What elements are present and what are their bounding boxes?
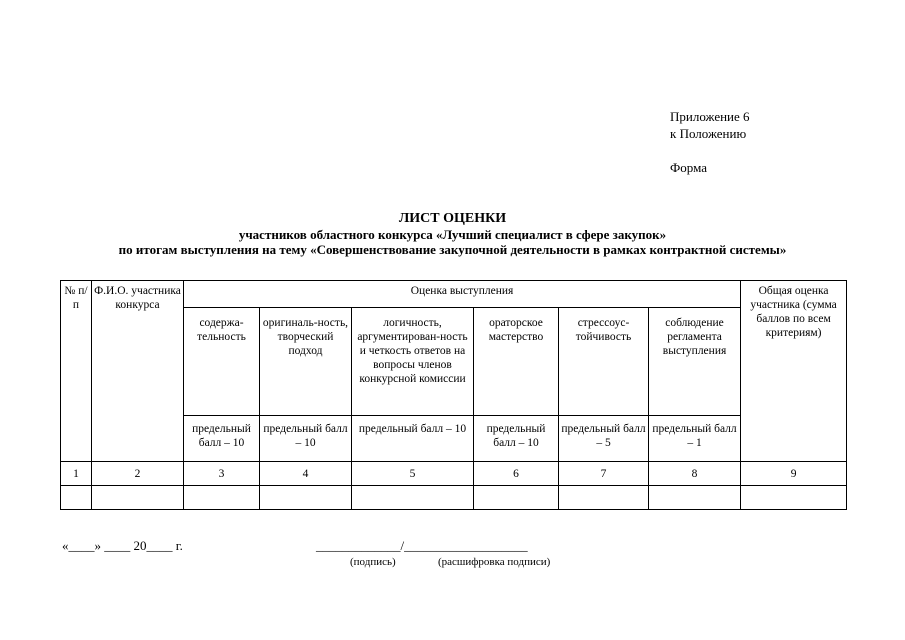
column-number: 9 [741, 462, 847, 486]
empty-cell [61, 486, 92, 510]
signature-decode-caption: (расшифровка подписи) [438, 556, 551, 568]
header-full-name: Ф.И.О. участника конкурса [92, 281, 184, 462]
criterion-logic: логичность, аргументирован-ность и четкость ответов на вопросы членов конкурсной комиссии [352, 308, 474, 416]
empty-cell [741, 486, 847, 510]
column-number: 4 [260, 462, 352, 486]
criterion-oratory: ораторское мастерство [474, 308, 559, 416]
empty-cell [260, 486, 352, 510]
limit-content: предельный балл – 10 [184, 416, 260, 462]
limit-time-limit: предельный балл – 1 [649, 416, 741, 462]
form-label: Форма [670, 160, 707, 175]
criterion-stress-resistance: стрессоус-тойчивость [559, 308, 649, 416]
appendix-line-1: Приложение 6 [670, 109, 750, 124]
header-evaluation-group: Оценка выступления [184, 281, 741, 308]
title-line-1: ЛИСТ ОЦЕНКИ [398, 211, 507, 226]
column-number: 2 [92, 462, 184, 486]
criterion-originality: оригиналь-ность, творческий подход [260, 308, 352, 416]
criterion-time-limit: соблюдение регламента выступления [649, 308, 741, 416]
date-line: «____» ____ 20____ г. [62, 538, 183, 553]
evaluation-table [60, 280, 847, 510]
limit-oratory: предельный балл – 10 [474, 416, 559, 462]
column-number: 3 [184, 462, 260, 486]
header-total-score: Общая оценка участника (сумма баллов по всем критериям) [741, 281, 847, 462]
title-line-3: по итогам выступления на тему «Совершенствование закупочной деятельности в рамках контрактной системы» [118, 242, 787, 257]
title-line-2: участников областного конкурса «Лучший специалист в сфере закупок» [238, 227, 667, 242]
signature-caption: (подпись) [350, 556, 396, 568]
empty-cell [559, 486, 649, 510]
column-number: 7 [559, 462, 649, 486]
signature-line: _____________/___________________ [316, 538, 528, 553]
column-number: 1 [61, 462, 92, 486]
document-title [0, 211, 905, 257]
empty-cell [92, 486, 184, 510]
column-number: 5 [352, 462, 474, 486]
empty-cell [474, 486, 559, 510]
criterion-content: содержа-тельность [184, 308, 260, 416]
empty-cell [649, 486, 741, 510]
limit-originality: предельный балл – 10 [260, 416, 352, 462]
appendix-note [670, 108, 750, 176]
limit-stress-resistance: предельный балл – 5 [559, 416, 649, 462]
column-number: 6 [474, 462, 559, 486]
column-number-row [61, 462, 847, 486]
column-number: 8 [649, 462, 741, 486]
empty-cell [184, 486, 260, 510]
empty-cell [352, 486, 474, 510]
empty-entry-row [61, 486, 847, 510]
limit-logic: предельный балл – 10 [352, 416, 474, 462]
header-number: № п/п [61, 281, 92, 462]
appendix-line-2: к Положению [670, 126, 747, 141]
